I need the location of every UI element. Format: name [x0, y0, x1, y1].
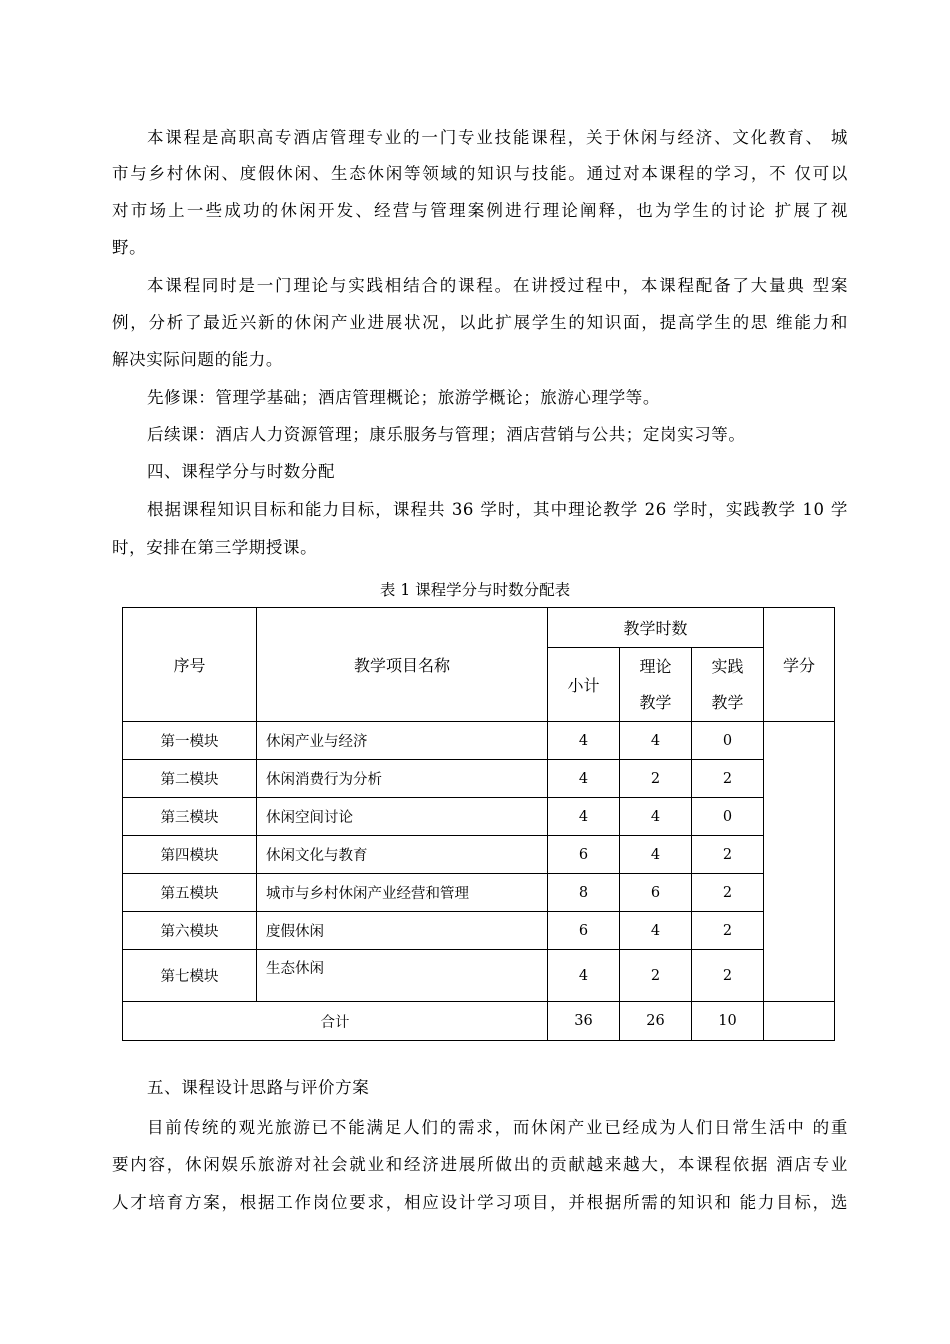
- paragraph-3-line-2: 时，安排在第三学期授课。: [112, 538, 318, 557]
- row-seq: 第二模块: [123, 760, 257, 798]
- row-seq: 第一模块: [123, 722, 257, 760]
- paragraph-2-line-3: 解决实际问题的能力。: [112, 350, 283, 369]
- total-label: 合计: [123, 1002, 548, 1041]
- row-subtotal: 4: [548, 722, 620, 760]
- row-practice: 2: [692, 950, 764, 1002]
- row-seq: 第七模块: [123, 950, 257, 1002]
- header-teaching-hours: 教学时数: [548, 608, 764, 648]
- row-practice: 0: [692, 798, 764, 836]
- paragraph-4-line-3: 人才培育方案，根据工作岗位要求，相应设计学习项目，并根据所需的知识和 能力目标，选: [112, 1193, 848, 1212]
- total-credit: [764, 1002, 835, 1041]
- paragraph-4-line-1: 目前传统的观光旅游已不能满足人们的需求，而休闲产业已经成为人们日常生活中 的重: [147, 1118, 848, 1137]
- paragraph-2-line-1: 本课程同时是一门理论与实践相结合的课程。在讲授过程中，本课程配备了大量典 型案: [147, 276, 848, 295]
- header-practice: [692, 648, 764, 722]
- row-theory: 2: [620, 950, 692, 1002]
- row-name: 城市与乡村休闲产业经营和管理: [257, 874, 548, 912]
- table-row: [123, 950, 835, 1002]
- row-name: 休闲文化与教育: [257, 836, 548, 874]
- course-hours-table: [122, 607, 835, 1041]
- row-subtotal: 6: [548, 912, 620, 950]
- row-subtotal: 4: [548, 950, 620, 1002]
- header-subtotal: 小计: [548, 648, 620, 722]
- paragraph-1-line-3: 对市场上一些成功的休闲开发、经营与管理案例进行理论阐释，也为学生的讨论 扩展了视: [112, 201, 848, 220]
- header-practice-line-2: 教学: [711, 692, 744, 712]
- header-theory: [620, 648, 692, 722]
- section-4-heading: 四、课程学分与时数分配: [147, 462, 336, 481]
- table-caption: 表 1 课程学分与时数分配表: [379, 581, 571, 599]
- row-name: 休闲消费行为分析: [257, 760, 548, 798]
- header-project-name: 教学项目名称: [257, 608, 548, 722]
- row-subtotal: 4: [548, 760, 620, 798]
- row-practice: 2: [692, 760, 764, 798]
- table-row: [123, 798, 835, 836]
- row-name: 度假休闲: [257, 912, 548, 950]
- total-theory: 26: [620, 1002, 692, 1041]
- row-theory: 6: [620, 874, 692, 912]
- paragraph-1-line-4: 野。: [112, 238, 147, 257]
- total-subtotal: 36: [548, 1002, 620, 1041]
- paragraph-3-line-1: 根据课程知识目标和能力目标，课程共 36 学时，其中理论教学 26 学时，实践教学 10 学: [147, 500, 848, 519]
- row-subtotal: 6: [548, 836, 620, 874]
- table-row: [123, 874, 835, 912]
- row-seq: 第三模块: [123, 798, 257, 836]
- table-row: [123, 760, 835, 798]
- header-theory-line-1: 理论: [639, 656, 672, 676]
- paragraph-1-line-2: 市与乡村休闲、度假休闲、生态休闲等领域的知识与技能。通过对本课程的学习，不 仅可以: [112, 164, 848, 183]
- row-seq: 第四模块: [123, 836, 257, 874]
- row-name: 休闲空间讨论: [257, 798, 548, 836]
- header-credit: 学分: [764, 608, 835, 722]
- table-row: [123, 912, 835, 950]
- paragraph-4-line-2: 要内容，休闲娱乐旅游对社会就业和经济进展所做出的贡献越来越大，本课程依据 酒店专业: [112, 1155, 848, 1174]
- row-theory: 4: [620, 722, 692, 760]
- total-practice: 10: [692, 1002, 764, 1041]
- row-practice: 0: [692, 722, 764, 760]
- row-practice: 2: [692, 836, 764, 874]
- paragraph-1-line-1: 本课程是高职高专酒店管理专业的一门专业技能课程，关于休闲与经济、文化教育、 城: [147, 128, 848, 147]
- header-practice-line-1: 实践: [711, 656, 744, 676]
- row-seq: 第五模块: [123, 874, 257, 912]
- table-row: [123, 836, 835, 874]
- header-seq: 序号: [123, 608, 257, 722]
- row-name: 生态休闲: [257, 950, 548, 1002]
- row-theory: 4: [620, 798, 692, 836]
- table-row: [123, 722, 835, 760]
- row-subtotal: 4: [548, 798, 620, 836]
- row-theory: 4: [620, 836, 692, 874]
- credit-cell: [764, 722, 835, 1002]
- paragraph-2-line-2: 例，分析了最近兴新的休闲产业进展状况，以此扩展学生的知识面，提高学生的思 维能力和: [112, 313, 848, 332]
- header-theory-line-2: 教学: [639, 692, 672, 712]
- follow-up-courses: 后续课：酒店人力资源管理；康乐服务与管理；酒店营销与公共；定岗实习等。: [147, 425, 746, 444]
- row-practice: 2: [692, 874, 764, 912]
- row-seq: 第六模块: [123, 912, 257, 950]
- row-practice: 2: [692, 912, 764, 950]
- section-5-heading: 五、课程设计思路与评价方案: [147, 1078, 370, 1097]
- table-header-row-1: [123, 608, 835, 648]
- row-theory: 4: [620, 912, 692, 950]
- row-subtotal: 8: [548, 874, 620, 912]
- prerequisite-courses: 先修课：管理学基础；酒店管理概论；旅游学概论；旅游心理学等。: [147, 388, 660, 407]
- row-theory: 2: [620, 760, 692, 798]
- table-total-row: [123, 1002, 835, 1041]
- row-name: 休闲产业与经济: [257, 722, 548, 760]
